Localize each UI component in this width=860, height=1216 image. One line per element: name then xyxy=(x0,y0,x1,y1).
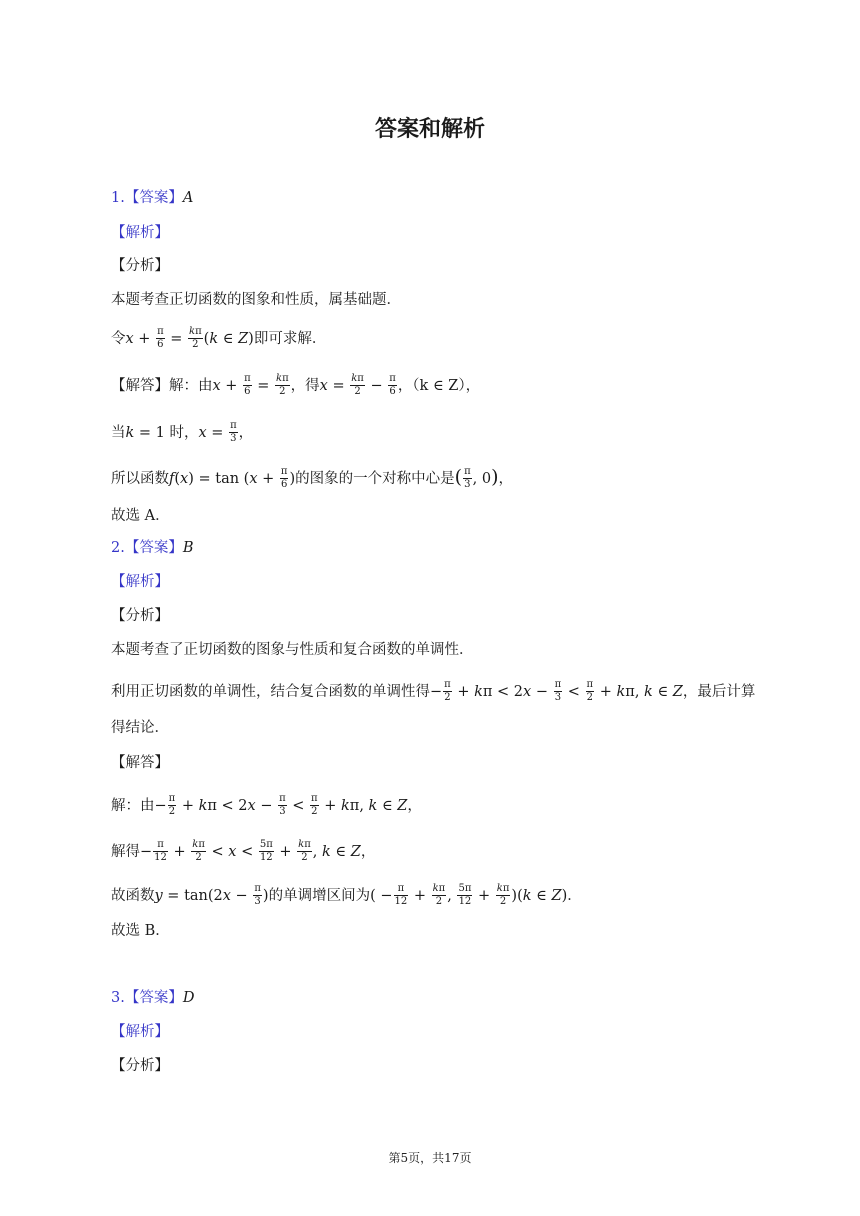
q2-interval-suffix: ． xyxy=(567,888,582,904)
q1-number: 1. xyxy=(111,190,125,206)
q2-choice-line: 故选 B． xyxy=(111,923,170,939)
q1-choice-line: 故选 A． xyxy=(111,508,170,524)
q2-method-line: 利用正切函数的单调性，结合复合函数的单调性得− $\frac{\pi}{2}$ + kπ < 2x − $\frac{\pi}{3}$ < $\frac{\pi}{2}$ + kπ, k ∈ Z，最后计算 xyxy=(111,679,756,703)
q2-answer-tag: 【答案】 xyxy=(124,540,183,556)
q3-answer-tag: 【答案】 xyxy=(124,990,183,1006)
q2-jiexi-label: 【解析】 xyxy=(111,574,169,590)
q1-jiexi-label: 【解析】 xyxy=(111,225,169,241)
q1-solution-mid: ，得 xyxy=(290,378,320,394)
q1-answer-tag: 【答案】 xyxy=(124,190,183,206)
q1-k-line: 当k = 1 时，x = $\frac{\pi}{3}$ ， xyxy=(111,420,254,444)
q1-method-suffix: 即可求解． xyxy=(253,331,327,347)
page-title: 答案和解析 xyxy=(374,117,485,142)
q2-jieda-label: 【解答】 xyxy=(111,755,169,771)
q1-jieda-label: 【解答】 xyxy=(111,378,169,394)
q2-analysis-text: 本题考查了正切函数的图象与性质和复合函数的单调性． xyxy=(111,642,474,658)
page-footer: 第5页，共17页 xyxy=(388,1151,472,1165)
q2-interval-prefix: 故函数 xyxy=(111,888,155,904)
q1-answer-line xyxy=(111,190,193,207)
q2-answer-line xyxy=(111,540,194,557)
q1-analysis-text: 本题考查正切函数的图象和性质，属基础题． xyxy=(111,292,401,308)
q1-k-suffix: ， xyxy=(238,425,254,441)
q2-method-suffix: ，最后计算 xyxy=(682,684,756,700)
q2-interval-mid: 的单调增区间为 xyxy=(268,888,371,904)
q2-solution-line-2: 解得− $\frac{\pi}{12}$ + $\frac{k\pi}{2}$ < x < $\frac{5\pi}{12}$ + $\frac{k\pi}{2}$ , k ∈ Z， xyxy=(111,839,376,863)
q1-k-prefix: 当 xyxy=(111,425,126,441)
q1-method-line: 令x + $\frac{\pi}{6}$ = $\frac{k\pi}{2}$ (k ∈ Z)即可求解． xyxy=(111,326,327,350)
q2-solution-line-1: 解：由− $\frac{\pi}{2}$ + kπ < 2x − $\frac{\pi}{3}$ < $\frac{\pi}{2}$ + kπ, k ∈ Z， xyxy=(111,793,422,817)
q3-number: 3. xyxy=(111,990,125,1006)
q2-solution-suffix-1: ， xyxy=(407,798,422,814)
q2-number: 2. xyxy=(111,540,125,556)
q1-center-suffix: ， xyxy=(498,471,514,487)
q3-answer-value: D xyxy=(182,990,195,1006)
q1-center-prefix: 所以函数 xyxy=(111,471,169,487)
q2-method-line-2: 得结论． xyxy=(111,720,169,736)
q2-solution-prefix-1: 解：由 xyxy=(111,798,155,814)
q1-center-mid: 的图象的一个对称中心是 xyxy=(295,471,455,487)
q1-center-line: 所以函数f(x) = tan (x + $\frac{\pi}{6}$ )的图象的一个对称中心是( $\frac{\pi}{3}$ , 0)， xyxy=(111,466,514,490)
q1-fenxi-label: 【分析】 xyxy=(111,258,169,274)
q2-solution-prefix-2: 解得 xyxy=(111,844,140,860)
q2-interval-line: 故函数y = tan(2x − $\frac{\pi}{3}$ )的单调增区间为( − $\frac{\pi}{12}$ + $\frac{k\pi}{2}$ , $\frac{5\pi}{12}$ + $\frac{k\pi}{2}$ )(k ∈ Z)． xyxy=(111,883,582,907)
q1-method-prefix: 令 xyxy=(111,331,126,347)
q2-answer-value: B xyxy=(182,540,194,556)
q2-solution-suffix-2: ， xyxy=(360,844,376,860)
q1-answer-value: A xyxy=(182,190,194,206)
q1-method-formula: x xyxy=(125,331,134,347)
q1-solution-line: 【解答】解：由x + $\frac{\pi}{6}$ = $\frac{k\pi}{2}$ ，得x = $\frac{k\pi}{2}$ − $\frac{\pi}{6}$ ，（k ∈ Z）， xyxy=(111,373,481,397)
q1-k-mid: 时， xyxy=(169,425,199,441)
q2-method-prefix: 利用正切函数的单调性，结合复合函数的单调性得 xyxy=(111,684,430,700)
q1-solution-tail: ，（k ∈ Z）， xyxy=(397,378,481,394)
q3-answer-line xyxy=(111,990,194,1007)
q1-solution-prefix: 解：由 xyxy=(169,378,213,394)
q3-jiexi-label: 【解析】 xyxy=(111,1024,169,1040)
q2-fenxi-label: 【分析】 xyxy=(111,608,169,624)
q3-fenxi-label: 【分析】 xyxy=(111,1058,169,1074)
